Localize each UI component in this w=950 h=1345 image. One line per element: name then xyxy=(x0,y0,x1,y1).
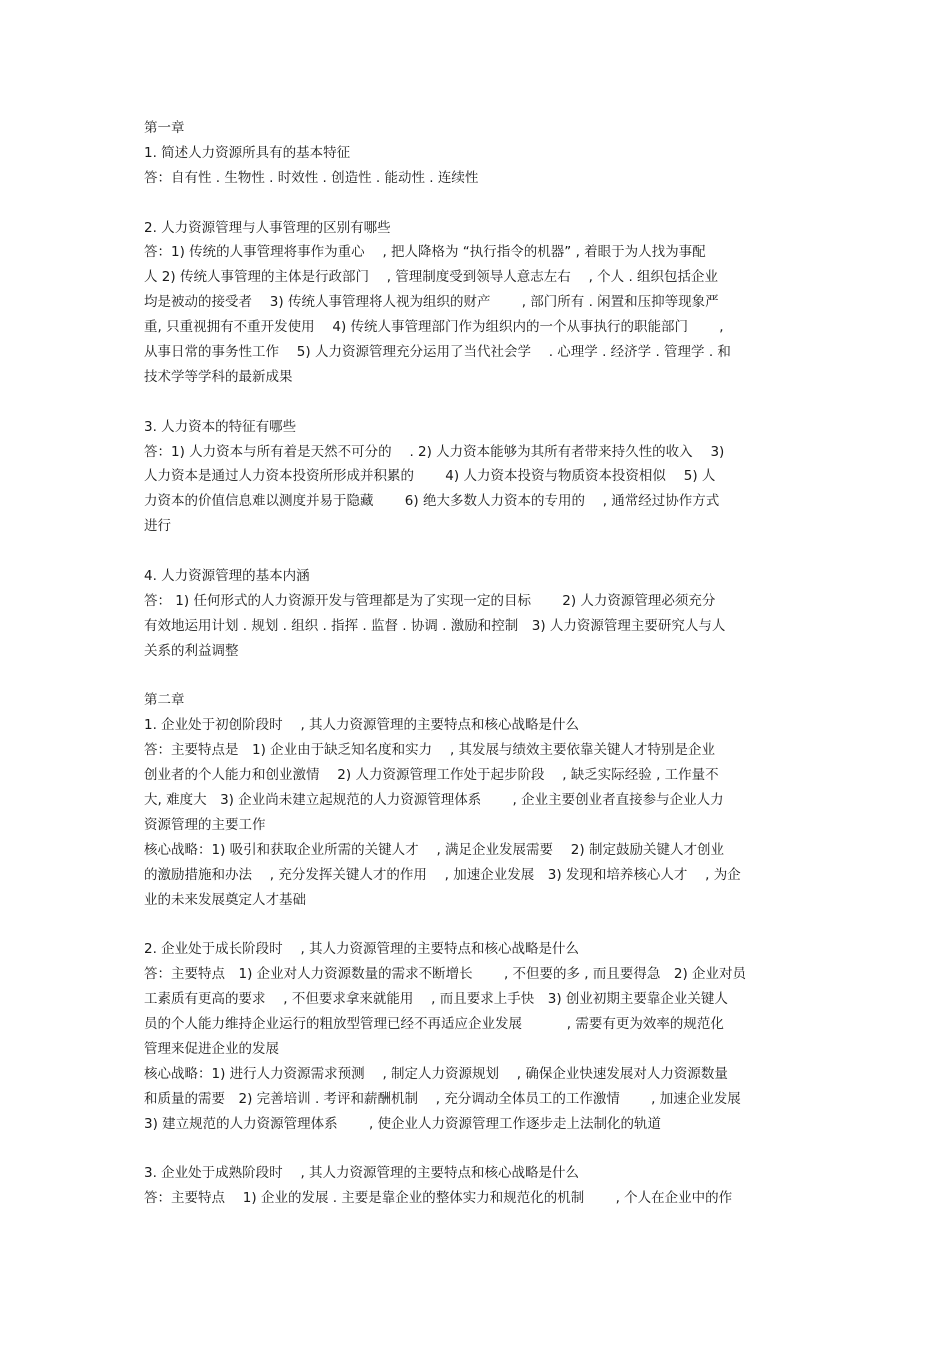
text-line: 答：主要特点 1) 企业对人力资源数量的需求不断增长 , 不但要的多 , 而且要得急 2) 企业对员 xyxy=(144,966,747,983)
text-line: 创业者的个人能力和创业激情 2) 人力资源管理工作处于起步阶段 , 缺乏实际经验 , 工作量不 xyxy=(144,767,719,784)
text-line: 关系的利益调整 xyxy=(144,642,239,659)
text-line: 1. 简述人力资源所具有的基本特征 xyxy=(144,144,351,161)
text-line: 的激励措施和办法 , 充分发挥关键人才的作用 , 加速企业发展 3) 发现和培养核心人才 , 为企 xyxy=(144,866,741,883)
text-line: 业的未来发展奠定人才基础 xyxy=(144,891,306,908)
text-line: 3. 企业处于成熟阶段时 , 其人力资源管理的主要特点和核心战略是什么 xyxy=(144,1165,580,1182)
text-line: 3) 建立规范的人力资源管理体系 , 使企业人力资源管理工作逐步走上法制化的轨道 xyxy=(144,1115,662,1132)
text-line: 有效地运用计划 . 规划 . 组织 . 指挥 . 监督 . 协调 . 激励和控制 3) 人力资源管理主要研究人与人 xyxy=(144,617,726,634)
text-line: 1. 企业处于初创阶段时 , 其人力资源管理的主要特点和核心战略是什么 xyxy=(144,717,580,734)
paragraph-gap xyxy=(144,1137,810,1162)
text-line: 均是被动的接受者 3) 传统人事管理将人视为组织的财产 , 部门所有 . 闲置和压抑等现象严 xyxy=(144,294,719,311)
text-line: 答：主要特点 1) 企业的发展 . 主要是靠企业的整体实力和规范化的机制 , 个人在企业中的作 xyxy=(144,1190,733,1207)
text-line: 答：自有性 . 生物性 . 时效性 . 创造性 . 能动性 . 连续性 xyxy=(144,169,479,186)
text-line: 核心战略：1) 进行人力资源需求预测 , 制定人力资源规划 , 确保企业快速发展对人力资源数量 xyxy=(144,1065,728,1082)
text-line: 人力资本是通过人力资本投资所形成并积累的 4) 人力资本投资与物质资本投资相似 5) 人 xyxy=(144,468,716,485)
text-line: 第二章 xyxy=(144,692,185,709)
paragraph-gap xyxy=(144,913,810,938)
paragraph-gap xyxy=(144,191,810,216)
text-line: 管理来促进企业的发展 xyxy=(144,1040,279,1057)
text-line: 3. 人力资本的特征有哪些 xyxy=(144,418,297,435)
text-line: 答：1) 传统的人事管理将事作为重心 , 把人降格为 “执行指令的机器” , 着眼于为人找为事配 xyxy=(144,244,706,261)
text-line: 重, 只重视拥有不重开发使用 4) 传统人事管理部门作为组织内的一个从事执行的职能部门 , xyxy=(144,319,724,336)
text-line: 工素质有更高的要求 , 不但要求拿来就能用 , 而且要求上手快 3) 创业初期主要靠企业关键人 xyxy=(144,991,728,1008)
text-line: 2. 企业处于成长阶段时 , 其人力资源管理的主要特点和核心战略是什么 xyxy=(144,941,580,958)
text-line: 和质量的需要 2) 完善培训 . 考评和薪酬机制 , 充分调动全体员工的工作激情 , 加速企业发展 xyxy=(144,1090,741,1107)
document-body xyxy=(144,116,810,1211)
paragraph-gap xyxy=(144,539,810,564)
text-line: 资源管理的主要工作 xyxy=(144,816,266,833)
text-line: 答： 1) 任何形式的人力资源开发与管理都是为了实现一定的目标 2) 人力资源管理必须充分 xyxy=(144,592,716,609)
paragraph-gap xyxy=(144,664,810,689)
text-line: 第一章 xyxy=(144,120,185,136)
text-line: 核心战略：1) 吸引和获取企业所需的关键人才 , 满足企业发展需要 2) 制定鼓励关键人才创业 xyxy=(144,841,724,858)
text-line: 人 2) 传统人事管理的主体是行政部门 , 管理制度受到领导人意志左右 , 个人 . 组织包括企业 xyxy=(144,269,719,286)
text-line: 2. 人力资源管理与人事管理的区别有哪些 xyxy=(144,219,391,236)
text-line: 从事日常的事务性工作 5) 人力资源管理充分运用了当代社会学 . 心理学 . 经济学 . 管理学 . 和 xyxy=(144,344,731,361)
paragraph-gap xyxy=(144,390,810,415)
text-line: 进行 xyxy=(144,518,171,535)
text-line: 技术学等学科的最新成果 xyxy=(144,368,293,385)
text-line: 4. 人力资源管理的基本内涵 xyxy=(144,568,310,585)
text-line: 员的个人能力维持企业运行的粗放型管理已经不再适应企业发展 , 需要有更为效率的规范化 xyxy=(144,1016,724,1033)
text-line: 大, 难度大 3) 企业尚未建立起规范的人力资源管理体系 , 企业主要创业者直接参与企业人力 xyxy=(144,792,724,809)
text-line: 答：1) 人力资本与所有着是天然不可分的 . 2) 人力资本能够为其所有者带来持久性的收入 3) xyxy=(144,443,725,460)
text-line: 答：主要特点是 1) 企业由于缺乏知名度和实力 , 其发展与绩效主要依靠关键人才特别是企业 xyxy=(144,742,716,759)
text-line: 力资本的价值信息难以测度并易于隐藏 6) 绝大多数人力资本的专用的 , 通常经过协作方式 xyxy=(144,493,720,510)
